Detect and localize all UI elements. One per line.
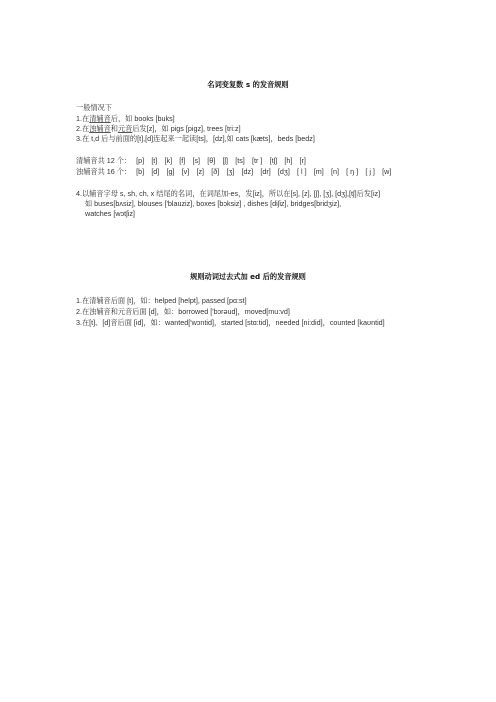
voiceless-symbol: [f]: [179, 156, 186, 165]
voiced-symbol: [dr]: [260, 167, 271, 176]
voiceless-symbol: [tʃ]: [269, 156, 278, 165]
general-case-label: 一般情况下: [76, 103, 112, 112]
voiced-symbol: [dz]: [241, 167, 254, 176]
section2-title: 规则动词过去式加 ed 后的发音规则: [190, 272, 306, 281]
ed-rule3: 3.在[t]、[d]音后面 [id]，如：wanted['wɔntid]，started [stɑ:tid]，needed [ni:did]，counted [kaʊntid]: [76, 318, 385, 327]
voiced-consonants-row: [76, 167, 399, 176]
rule2-prefix: 2.在: [76, 124, 90, 133]
voiced-symbol: [g]: [166, 167, 175, 176]
voiced-symbol: [z]: [196, 167, 205, 176]
rule4-examples: 如 buses[bʌsiz], blouses ['blauziz], boxes [bɔksiz] , dishes [diʃiz], bridges[bridʒiz],: [85, 199, 342, 208]
voiced-symbol: [d]: [151, 167, 160, 176]
rule1-underlined: 清辅音: [89, 114, 111, 123]
voiced-label: 浊辅音共 16 个：: [76, 167, 132, 176]
voiceless-label: 清辅音共 12 个：: [76, 156, 132, 165]
rule2-underlined-voiced: 浊辅音: [89, 124, 111, 133]
rule2-underlined-vowel: 元音: [117, 124, 133, 133]
voiceless-consonants-row: [76, 156, 313, 165]
voiceless-symbol: [s]: [192, 156, 201, 165]
rule4-examples-cont: watches [wɔtʃiz]: [85, 209, 135, 218]
voiceless-symbol: [θ]: [207, 156, 216, 165]
voiceless-symbol: [ts]: [235, 156, 245, 165]
rule2-mid: 和: [110, 124, 118, 133]
voiced-symbol: [n]: [330, 167, 339, 176]
voiced-symbol: [ l ]: [297, 167, 307, 176]
voiced-symbol: [dʒ]: [277, 167, 290, 176]
rule4-plural: 4.以辅音字母 s, sh, ch, x 结尾的名词，在词尾加-es，发[iz]，所以在[s], [z], [ʃ], [ʒ], [dʒ],[tʃ]后发[iz]: [76, 189, 381, 198]
voiced-symbol: [ ŋ ]: [346, 167, 359, 176]
rule1-plural: [76, 114, 175, 123]
ed-rule2: 2.在浊辅音和元音后面 [d]，如：borrowed ['bɔrəud]，moved[mu:vd]: [76, 307, 290, 316]
voiced-symbol: [b]: [136, 167, 145, 176]
rule2-plural: [76, 124, 241, 133]
voiceless-symbol: [h]: [284, 156, 293, 165]
voiced-symbol: [ʒ]: [226, 167, 235, 176]
voiceless-symbol: [tr ]: [252, 156, 263, 165]
voiced-symbol: [ð]: [211, 167, 220, 176]
rule2-suffix: 后发[z]，如 pigs [pigz], trees [tri:z]: [132, 124, 241, 133]
ed-rule1: 1.在清辅音后面 [t]，如：helped [helpt], passed [pɑ:st]: [76, 296, 247, 305]
voiceless-symbol: [ʃ]: [222, 156, 229, 165]
voiceless-symbol: [k]: [164, 156, 173, 165]
rule1-suffix: 后，如 books [buks]: [110, 114, 175, 123]
voiceless-symbol: [t]: [151, 156, 158, 165]
voiceless-symbol: [p]: [136, 156, 145, 165]
voiced-symbol: [v]: [181, 167, 190, 176]
voiced-symbol: [m]: [313, 167, 324, 176]
section1-title: 名词变复数 s 的发音规则: [207, 80, 289, 89]
voiceless-symbol: [r]: [299, 156, 306, 165]
rule3-plural: 3.在 t,d 后与前面的[t],[d]连起来一起读[ts]，[dz],如 cats [kæts]，beds [bedz]: [76, 134, 315, 143]
voiced-symbol: [ j ]: [365, 167, 375, 176]
rule1-prefix: 1.在: [76, 114, 90, 123]
voiced-symbol: [w]: [382, 167, 392, 176]
